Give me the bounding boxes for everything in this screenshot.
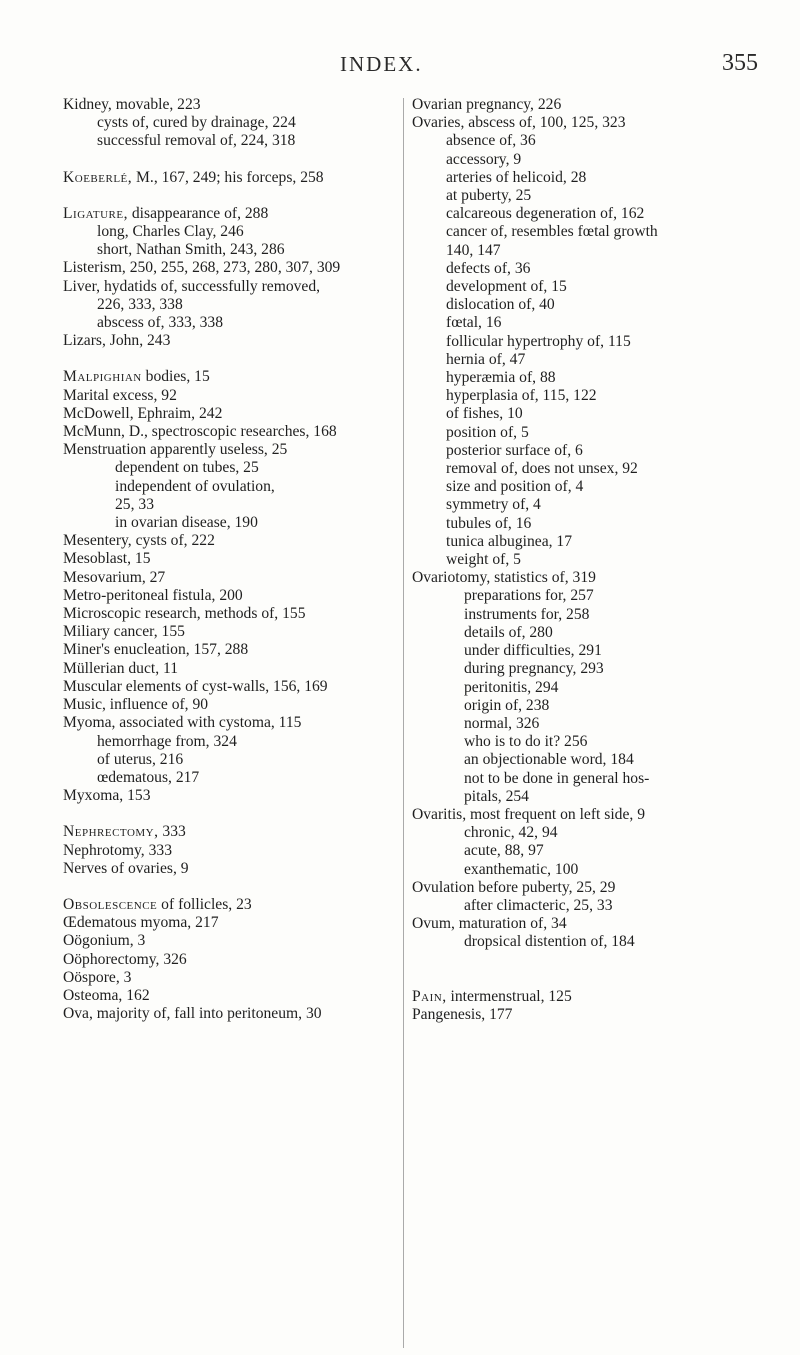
entry-gap	[412, 952, 772, 970]
index-entry: 226, 333, 338	[97, 295, 183, 313]
index-entry: successful removal of, 224, 318	[97, 132, 296, 150]
running-title: INDEX.	[340, 52, 423, 76]
index-entry: Nephrotomy, 333	[63, 841, 172, 859]
index-entry: Myxoma, 153	[63, 787, 151, 805]
index-entry: short, Nathan Smith, 243, 286	[97, 241, 285, 259]
index-entry: who is to do it? 256	[464, 733, 588, 751]
index-entry: Mesentery, cysts of, 222	[63, 532, 215, 550]
index-entry: during pregnancy, 293	[464, 660, 604, 678]
index-entry: Listerism, 250, 255, 268, 273, 280, 307, 309	[63, 259, 341, 277]
index-entry: size and position of, 4	[446, 478, 584, 496]
index-entry: accessory, 9	[446, 150, 522, 168]
headword: Nephrectomy,	[63, 823, 159, 841]
index-entry: Myoma, associated with cystoma, 115	[63, 714, 302, 732]
index-entry: development of, 15	[446, 278, 567, 296]
entry-gap	[63, 805, 403, 823]
page-header	[0, 50, 800, 80]
entry-gap	[63, 878, 403, 896]
index-entry: chronic, 42, 94	[464, 824, 558, 842]
index-entry: Marital excess, 92	[63, 386, 177, 404]
index-entry: cancer of, resembles fœtal growth	[446, 223, 658, 241]
headword: Malpighian	[63, 368, 142, 386]
index-entry: acute, 88, 97	[464, 842, 544, 860]
index-entry: Nerves of ovaries, 9	[63, 859, 189, 877]
index-entry: Mesovarium, 27	[63, 568, 166, 586]
index-entry: in ovarian disease, 190	[115, 514, 258, 532]
index-entry: Liver, hydatids of, successfully removed,	[63, 277, 321, 295]
headword: Pain,	[412, 987, 447, 1005]
index-entry: weight of, 5	[446, 551, 521, 569]
index-entry: Kidney, movable, 223	[63, 96, 201, 113]
index-entry: arteries of helicoid, 28	[446, 168, 587, 186]
index-entry: long, Charles Clay, 246	[97, 223, 244, 241]
index-entry: Miner's enucleation, 157, 288	[63, 641, 249, 659]
index-entry: Microscopic research, methods of, 155	[63, 605, 306, 623]
index-entry: origin of, 238	[464, 696, 550, 714]
index-entry: independent of ovulation,	[115, 477, 275, 495]
index-entry: details of, 280	[464, 623, 553, 641]
index-entry: Ovum, maturation of, 34	[412, 915, 567, 933]
entry-gap	[63, 187, 403, 205]
index-entry: Muscular elements of cyst-walls, 156, 169	[63, 677, 328, 695]
index-entry: Obsolescence of follicles, 23	[63, 895, 252, 913]
index-entry: peritonitis, 294	[464, 678, 559, 696]
index-entry: normal, 326	[464, 714, 540, 732]
headword: Ligature,	[63, 204, 128, 222]
headword: Obsolescence	[63, 895, 158, 913]
index-entry: hernia of, 47	[446, 350, 526, 368]
index-entry: Mesoblast, 15	[63, 550, 151, 568]
index-column-left	[63, 96, 403, 1023]
index-entry: cysts of, cured by drainage, 224	[97, 114, 296, 132]
headword: Koeberlé,	[63, 168, 133, 186]
index-entry: McMunn, D., spectroscopic researches, 168	[63, 423, 337, 441]
index-entry: Ovaries, abscess of, 100, 125, 323	[412, 114, 626, 132]
index-column-right	[412, 96, 772, 1024]
index-entry: tunica albuginea, 17	[446, 532, 573, 550]
index-entry: 25, 33	[115, 495, 154, 513]
index-entry: after climacteric, 25, 33	[464, 896, 613, 914]
index-entry: removal of, does not unsex, 92	[446, 460, 638, 478]
index-entry: Metro-peritoneal fistula, 200	[63, 586, 243, 604]
index-entry: dislocation of, 40	[446, 296, 555, 314]
index-entry: dependent on tubes, 25	[115, 459, 259, 477]
index-entry: dropsical distention of, 184	[464, 933, 635, 951]
index-entry: McDowell, Ephraim, 242	[63, 404, 223, 422]
index-entry: Ovaritis, most frequent on left side, 9	[412, 805, 645, 823]
entry-gap	[63, 151, 403, 169]
index-entry: Ovarian pregnancy, 226	[412, 96, 562, 113]
index-entry: Ovulation before puberty, 25, 29	[412, 878, 616, 896]
index-entry: absence of, 36	[446, 132, 536, 150]
page-number: 355	[722, 50, 758, 76]
index-entry: under difficulties, 291	[464, 642, 602, 660]
index-entry: Menstruation apparently useless, 25	[63, 441, 288, 459]
index-entry: pitals, 254	[464, 787, 529, 805]
index-entry: Nephrectomy, 333	[63, 823, 186, 841]
index-entry: posterior surface of, 6	[446, 441, 583, 459]
index-entry: œdematous, 217	[97, 768, 200, 786]
index-entry: Pain, intermenstrual, 125	[412, 987, 572, 1005]
index-entry: follicular hypertrophy of, 115	[446, 332, 631, 350]
index-entry: Oöspore, 3	[63, 968, 132, 986]
index-entry: at puberty, 25	[446, 187, 532, 205]
index-entry: Œdematous myoma, 217	[63, 914, 219, 932]
index-entry: 140, 147	[446, 241, 501, 259]
index-entry: Osteoma, 162	[63, 986, 150, 1004]
column-divider	[403, 98, 404, 1348]
index-entry: fœtal, 16	[446, 314, 502, 332]
index-entry: Lizars, John, 243	[63, 332, 171, 350]
index-entry: exanthematic, 100	[464, 860, 579, 878]
index-entry: tubules of, 16	[446, 514, 532, 532]
index-entry: instruments for, 258	[464, 605, 590, 623]
index-entry: Malpighian bodies, 15	[63, 368, 210, 386]
index-entry: abscess of, 333, 338	[97, 314, 224, 332]
index-entry: hyperplasia of, 115, 122	[446, 387, 597, 405]
index-entry: position of, 5	[446, 423, 529, 441]
index-entry: defects of, 36	[446, 259, 531, 277]
index-entry: of fishes, 10	[446, 405, 523, 423]
index-entry: Koeberlé, M., 167, 249; his forceps, 258	[63, 168, 324, 186]
index-entry: Ova, majority of, fall into peritoneum, 30	[63, 1005, 322, 1023]
index-entry: not to be done in general hos-	[464, 769, 650, 787]
entry-gap	[63, 350, 403, 368]
index-entry: symmetry of, 4	[446, 496, 541, 514]
index-entry: Ligature, disappearance of, 288	[63, 204, 269, 222]
index-entry: Oögonium, 3	[63, 932, 146, 950]
index-entry: calcareous degeneration of, 162	[446, 205, 645, 223]
index-entry: of uterus, 216	[97, 750, 184, 768]
index-entry: hyperæmia of, 88	[446, 369, 556, 387]
index-entry: Miliary cancer, 155	[63, 623, 185, 641]
index-entry: Ovariotomy, statistics of, 319	[412, 569, 596, 587]
index-entry: Oöphorectomy, 326	[63, 950, 187, 968]
index-entry: Müllerian duct, 11	[63, 659, 179, 677]
index-entry: Music, influence of, 90	[63, 696, 209, 714]
index-entry: hemorrhage from, 324	[97, 732, 237, 750]
index-entry: an objectionable word, 184	[464, 751, 634, 769]
index-entry: Pangenesis, 177	[412, 1005, 513, 1023]
index-entry: preparations for, 257	[464, 587, 594, 605]
entry-gap	[412, 970, 772, 988]
